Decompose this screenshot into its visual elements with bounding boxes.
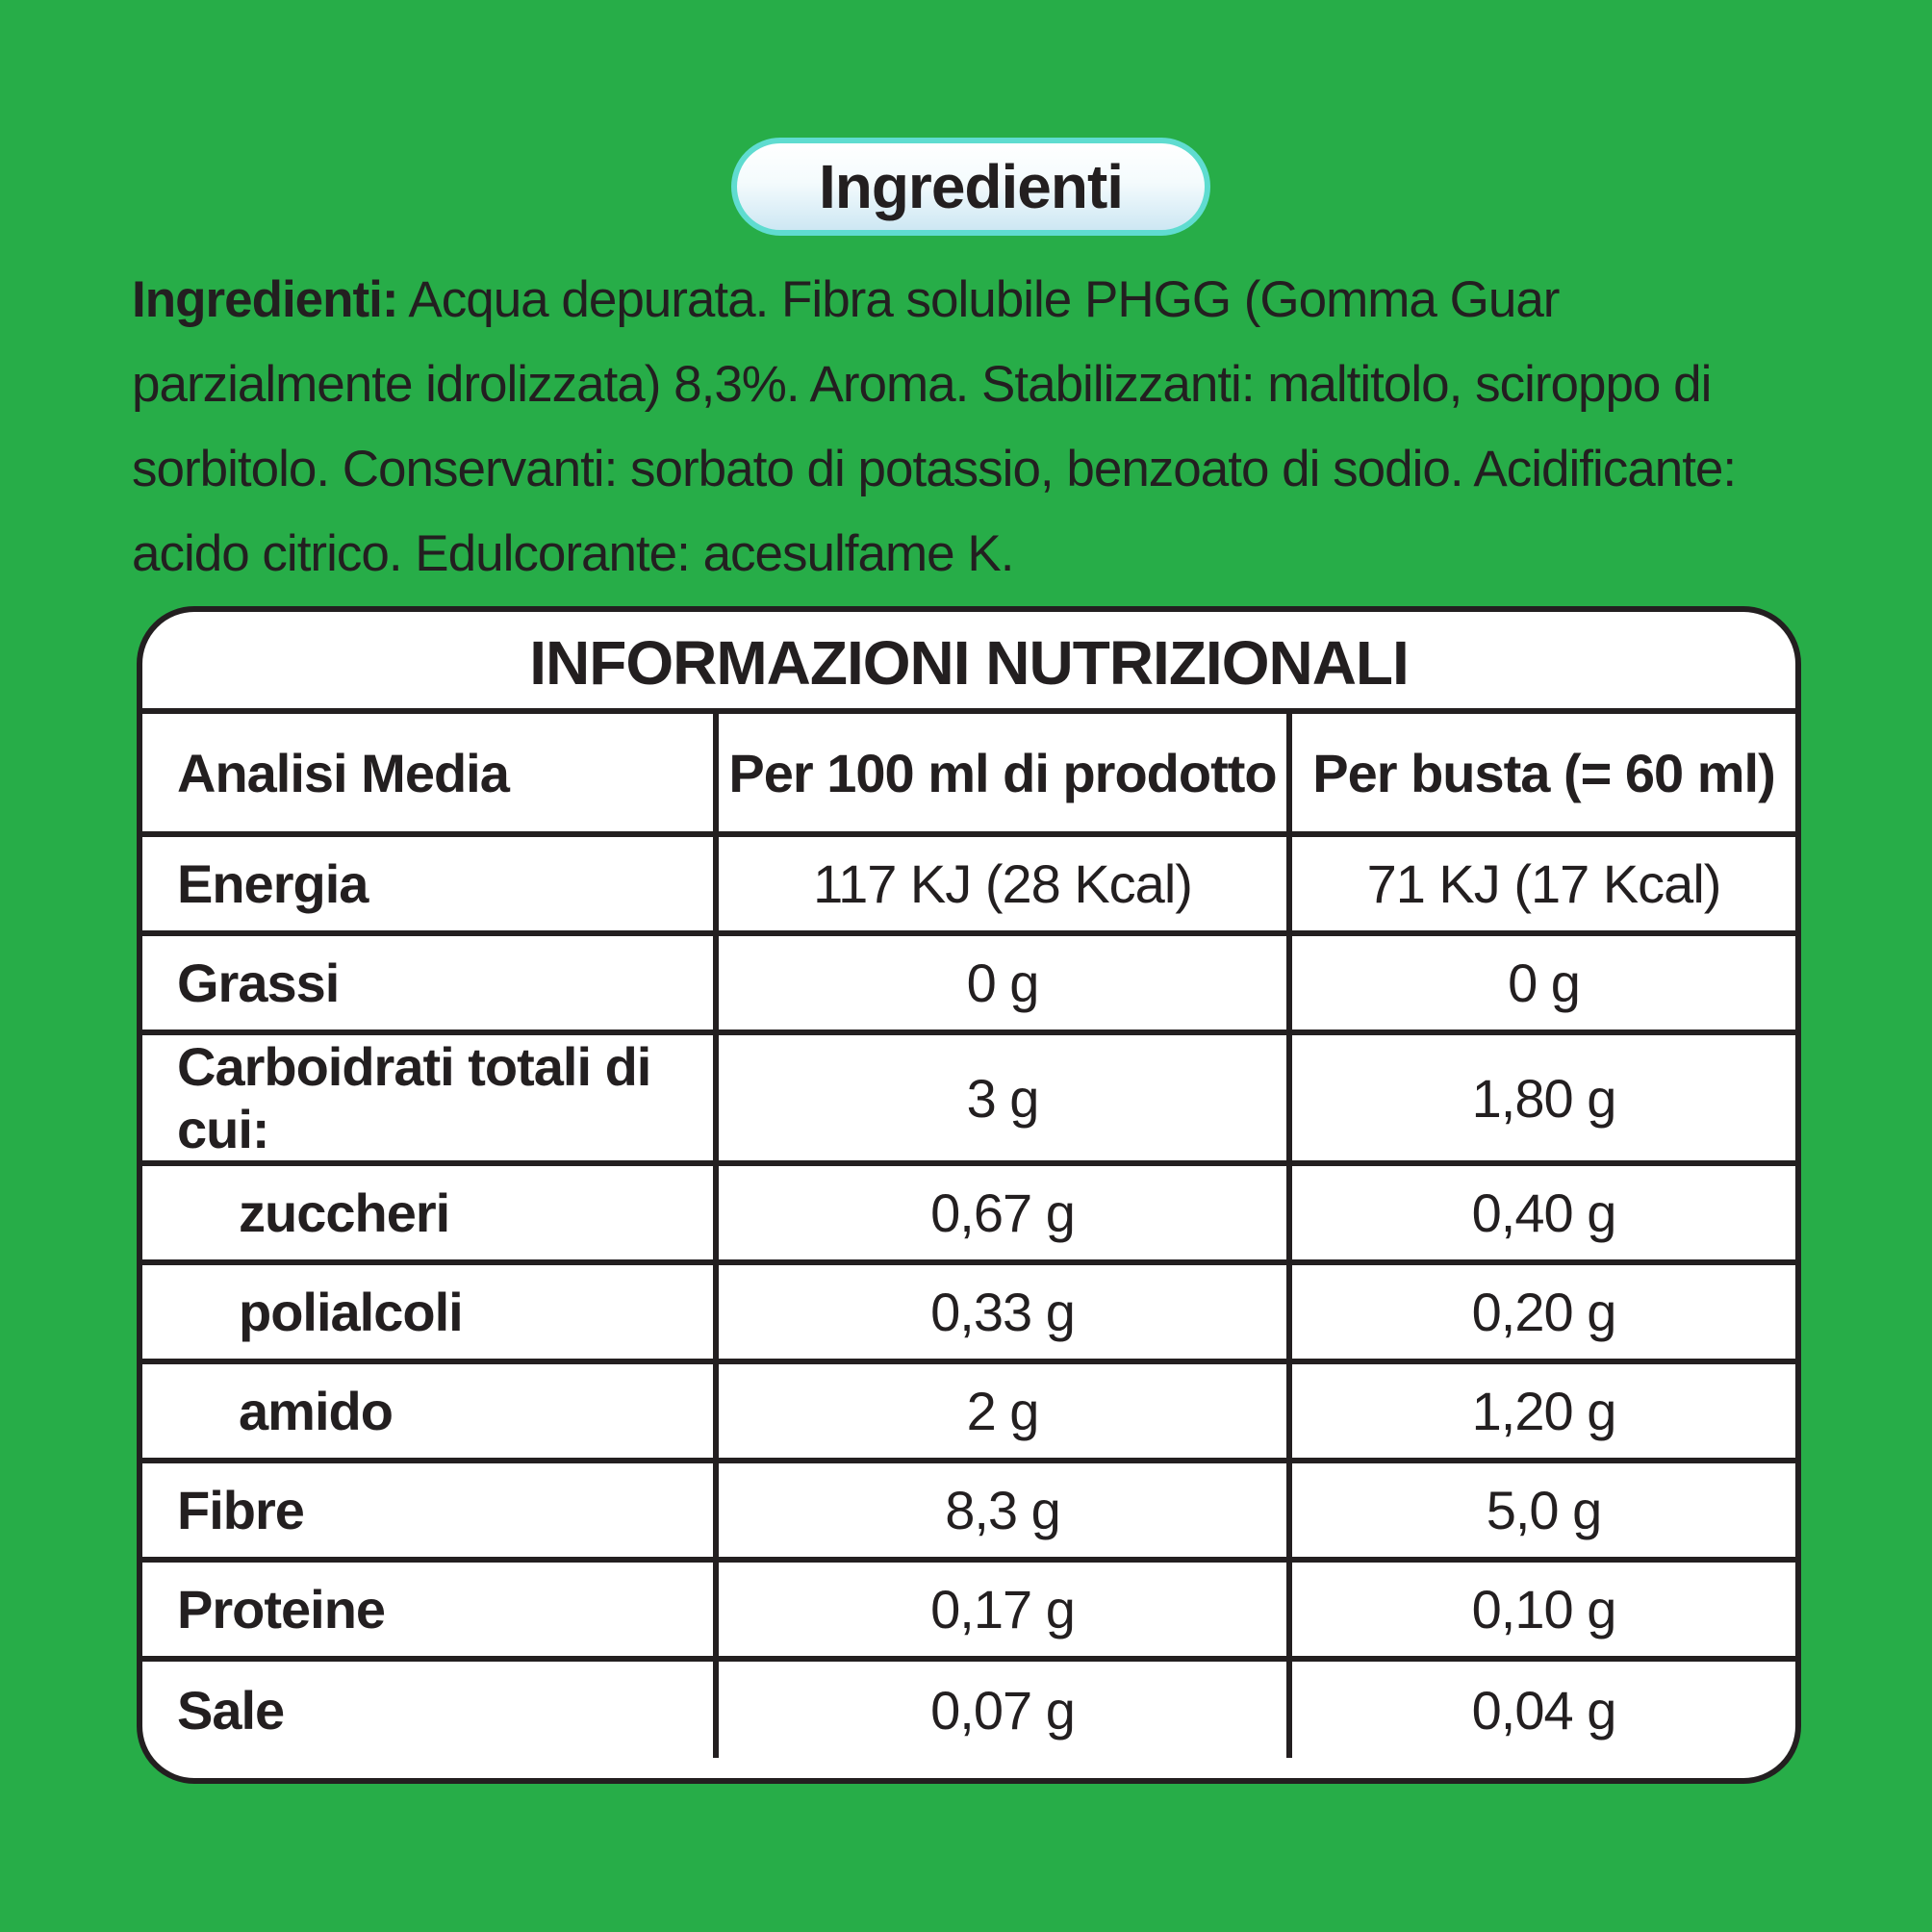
row-label: Grassi — [142, 933, 716, 1032]
row-value-perbusta: 0,20 g — [1289, 1262, 1795, 1361]
row-label: Carboidrati totali di cui: — [142, 1032, 716, 1163]
ingredients-lead: Ingredienti: — [132, 271, 398, 328]
row-value-per100: 0,07 g — [716, 1659, 1289, 1758]
table-row — [142, 1560, 1795, 1659]
row-value-per100: 117 KJ (28 Kcal) — [716, 834, 1289, 933]
row-label: polialcoli — [142, 1262, 716, 1361]
row-value-per100: 2 g — [716, 1361, 1289, 1461]
nutrition-table-title: INFORMAZIONI NUTRIZIONALI — [142, 612, 1795, 714]
ingredients-text — [132, 258, 1767, 597]
row-value-perbusta: 1,20 g — [1289, 1361, 1795, 1461]
row-label: Proteine — [142, 1560, 716, 1659]
row-label: Energia — [142, 834, 716, 933]
row-value-per100: 0,33 g — [716, 1262, 1289, 1361]
nutrition-table-panel — [137, 606, 1801, 1784]
row-label: amido — [142, 1361, 716, 1461]
column-header-analisi: Analisi Media — [142, 714, 716, 834]
row-value-perbusta: 1,80 g — [1289, 1032, 1795, 1163]
row-value-perbusta: 0,40 g — [1289, 1163, 1795, 1262]
row-value-perbusta: 5,0 g — [1289, 1461, 1795, 1560]
row-label: Fibre — [142, 1461, 716, 1560]
table-row — [142, 1361, 1795, 1461]
ingredients-list: Acqua depurata. Fibra solubile PHGG (Gomma Guar parzialmente idrolizzata) 8,3%. Aroma. Stabilizzanti: maltitolo, sciroppo di sorbitolo. Conservanti: sorbato di potassio, benzoato di sodio. Acidificante: acido citrico. Edulcorante: acesulfame K. — [132, 271, 1737, 582]
table-row — [142, 1461, 1795, 1560]
table-row — [142, 1163, 1795, 1262]
table-row — [142, 933, 1795, 1032]
row-value-per100: 0 g — [716, 933, 1289, 1032]
table-row — [142, 1659, 1795, 1758]
column-header-perbusta: Per busta (= 60 ml) — [1289, 714, 1795, 834]
table-row — [142, 1262, 1795, 1361]
row-value-perbusta: 0,10 g — [1289, 1560, 1795, 1659]
column-header-per100: Per 100 ml di prodotto — [716, 714, 1289, 834]
row-label: zuccheri — [142, 1163, 716, 1262]
table-row — [142, 834, 1795, 933]
row-value-perbusta: 71 KJ (17 Kcal) — [1289, 834, 1795, 933]
table-row — [142, 1032, 1795, 1163]
row-value-per100: 0,17 g — [716, 1560, 1289, 1659]
row-value-perbusta: 0 g — [1289, 933, 1795, 1032]
ingredients-heading-badge — [731, 138, 1210, 236]
row-value-per100: 3 g — [716, 1032, 1289, 1163]
row-label: Sale — [142, 1659, 716, 1758]
nutrition-table — [142, 714, 1795, 1758]
ingredients-heading: Ingredienti — [818, 152, 1124, 221]
row-value-per100: 8,3 g — [716, 1461, 1289, 1560]
row-value-per100: 0,67 g — [716, 1163, 1289, 1262]
table-header-row — [142, 714, 1795, 834]
row-value-perbusta: 0,04 g — [1471, 1679, 1616, 1741]
